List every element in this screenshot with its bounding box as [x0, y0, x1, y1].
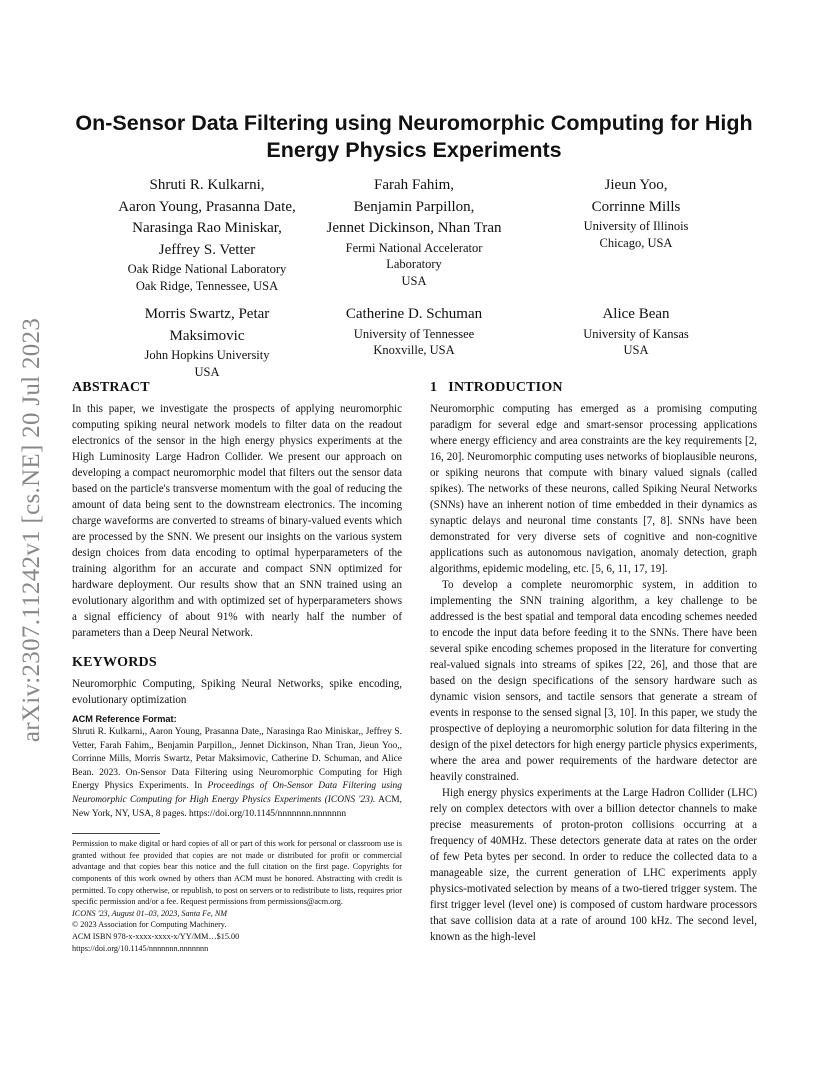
- isbn-line: ACM ISBN 978-x-xxxx-xxxx-x/YY/MM…$15.00: [72, 931, 240, 941]
- intro-paragraph: To develop a complete neuromorphic system, in addition to implementing the SNN training algorithm, a key challenge to be addressed is the best spatial and temporal data encoding schemes needed to encode the input data before feeding it to the SNNs. There have been several spike encoding schemes proposed in the literature for converting real-valued signals into streams of spikes [22, 26], and those that are based on the design specifications of the sensory hardware such as dynamic vision sensors, and tactile sensors that generate a stream of events in response to the sensed signal [3, 10]. In this paper, we study the prospective of deploying a neuromorphic solution for data filtering in the design of the pixel detectors for high energy particle physics experiments, where the area and power requirements of the hardware detector are heavily constrained.: [430, 579, 757, 783]
- keywords-heading: KEYWORDS: [72, 655, 157, 670]
- author-names: Aaron Young, Prasanna Date,: [118, 198, 296, 215]
- author-affiliation: USA: [194, 364, 220, 379]
- abstract-text: In this paper, we investigate the prospects of applying neuromorphic computing spiking neural network models to filter data on the readout electronics of the sensor in the high energy physics experiments at the High Luminosity Large Hadron Collider. We present our approach on developing a compact neuromorphic model that filters out the sensor data based on the particle's transverse momentum with the goal of reducing the amount of data being sent to the downstream electronics. The incoming charge waveforms are converted to streams of binary-valued events which are processed by the SNN. We present our insights on the various system design choices from data encoding to optimal hyperparameters of the training algorithm for an accurate and compact SNN optimized for hardware deployment. Our results show that an SNN trained using an evolutionary algorithm and with optimized set of hyperparameters shows a signal efficiency of about 91% with nearly half the number of parameters than a Deep Neural Network.: [72, 403, 402, 639]
- author-affiliation: Laboratory: [386, 257, 442, 271]
- author-affiliation: University of Tennessee: [353, 326, 475, 341]
- abstract-heading: ABSTRACT: [72, 380, 150, 395]
- author-block-ku: [536, 304, 736, 359]
- doi-line: https://doi.org/10.1145/nnnnnnn.nnnnnnn: [72, 943, 209, 953]
- author-affiliation: University of Illinois: [583, 219, 689, 233]
- acm-reference-heading: ACM Reference Format:: [72, 714, 177, 724]
- author-names: Jeffrey S. Vetter: [158, 241, 256, 258]
- author-block-fermilab: [300, 175, 528, 289]
- author-affiliation: USA: [623, 343, 649, 357]
- right-column: [430, 380, 757, 945]
- intro-paragraph: High energy physics experiments at the Large Hadron Collider (LHC) rely on complex detectors with over a billion detector channels to make precise measurements of proton-proton collisions occurring at a frequency of 40MHz. These detectors generate data at rates on the order of few Peta bytes per second. In order to reduce the collected data to a manageable size, the current generation of LHC experiments apply physics-motivated selection by means of a two-tiered trigger system. The first trigger level (level one) is composed of custom hardware processors that save collision data at a rate of around 100 kHz. The second level, known as the high-level: [430, 787, 757, 943]
- author-affiliation: Oak Ridge National Laboratory: [127, 262, 287, 276]
- author-affiliation: John Hopkins University: [144, 348, 270, 362]
- conference-info: ICONS '23, August 01–03, 2023, Santa Fe, NM: [72, 908, 228, 918]
- author-names: Maksimovic: [169, 327, 245, 344]
- author-names: Alice Bean: [602, 306, 670, 322]
- acm-reference-proceedings: Proceedings of On-Sensor Data Filtering using Neuromorphic Computing for High Energy Physics Experiments (ICONS '23).: [72, 781, 402, 805]
- author-affiliation: Oak Ridge, Tennessee, USA: [135, 278, 279, 293]
- left-column: [72, 380, 402, 954]
- author-affiliation: USA: [401, 273, 427, 288]
- author-names: Morris Swartz, Petar: [144, 306, 270, 322]
- intro-paragraph: Neuromorphic computing has emerged as a promising computing paradigm for several edge and smart-sensor processing applications where energy efficiency and area constraints are the key requirements [2, 16, 20]. Neuromorphic computing uses networks of bioplausible neurons, or spiking neurons that compute with binary valued signals (called spikes). The networks of these neurons, called Spiking Neural Networks (SNNs) have an inherent notion of time embedded in their dynamics as synaptic delays and neuronal time constants [7, 8]. SNNs have been demonstrated for very diverse sets of cognitive and non-cognitive applications such as autonomous navigation, anomaly detection, graph algorithms, epidemic modeling, etc. [5, 6, 11, 17, 19].: [430, 403, 757, 575]
- author-names: Shruti R. Kulkarni,: [149, 177, 265, 193]
- paper-title: On-Sensor Data Filtering using Neuromorphic Computing for High Energy Physics Experiments: [75, 111, 753, 162]
- acm-reference-publisher: ACM, New York, NY, USA, 8 pages. https://doi.org/10.1145/nnnnnnn.nnnnnnn: [72, 794, 402, 819]
- permission-notice: [72, 838, 402, 954]
- author-affiliation: Chicago, USA: [599, 235, 673, 250]
- author-names: Catherine D. Schuman: [345, 306, 483, 322]
- acm-reference-text: [72, 726, 402, 821]
- acm-reference-authors: Shruti R. Kulkarni,, Aaron Young, Prasanna Date,, Narasinga Rao Miniskar,, Jeffrey S. Vetter, Farah Fahim,, Benjamin Parpillon,, Jennet Dickinson, Nhan Tran, Jieun Yoo,, Corrinne Mills, Morris Swartz, Petar Maksimovic, Catherine D. Schuman, and Alice Bean. 2023. On-Sensor Data Filtering using Neuromorphic Computing for High Energy Physics Experiments. In: [72, 727, 402, 792]
- copyright-line: © 2023 Association for Computing Machinery.: [72, 920, 227, 930]
- author-names: Corrinne Mills: [591, 198, 681, 215]
- arxiv-identifier: arXiv:2307.11242v1 [cs.NE] 20 Jul 2023: [18, 317, 45, 743]
- author-affiliation: Fermi National Accelerator: [345, 240, 483, 255]
- author-names: Benjamin Parpillon,: [353, 198, 475, 215]
- author-names: Jieun Yoo,: [604, 177, 668, 193]
- author-names: Narasinga Rao Miniskar,: [132, 220, 282, 236]
- permission-text: Permission to make digital or hard copies of all or part of this work for personal or classroom use is granted without fee provided that copies are not made or distributed for profit or commercial advantage and that copies bear this notice and the full citation on the first page. Copyrights for components of this work owned by others than ACM must be honored. Abstracting with credit is permitted. To copy otherwise, or republish, to post on servers or to redistribute to lists, requires prior specific permission and/or a fee. Request permissions from permissions@acm.org.: [72, 839, 402, 907]
- keywords-text: Neuromorphic Computing, Spiking Neural Networks, spike encoding, evolutionary optimization: [72, 678, 402, 706]
- arxiv-sidebar: [12, 295, 52, 765]
- author-names: Jennet Dickinson, Nhan Tran: [326, 220, 502, 236]
- author-block-uic: [536, 175, 736, 251]
- introduction-heading: 1 INTRODUCTION: [430, 380, 563, 395]
- author-block-jhu: [92, 304, 322, 380]
- footnote-rule: [72, 833, 160, 834]
- author-names: Farah Fahim,: [374, 177, 454, 193]
- author-block-utk: [300, 304, 528, 359]
- author-affiliation: University of Kansas: [583, 326, 689, 341]
- author-affiliation: Knoxville, USA: [373, 343, 455, 357]
